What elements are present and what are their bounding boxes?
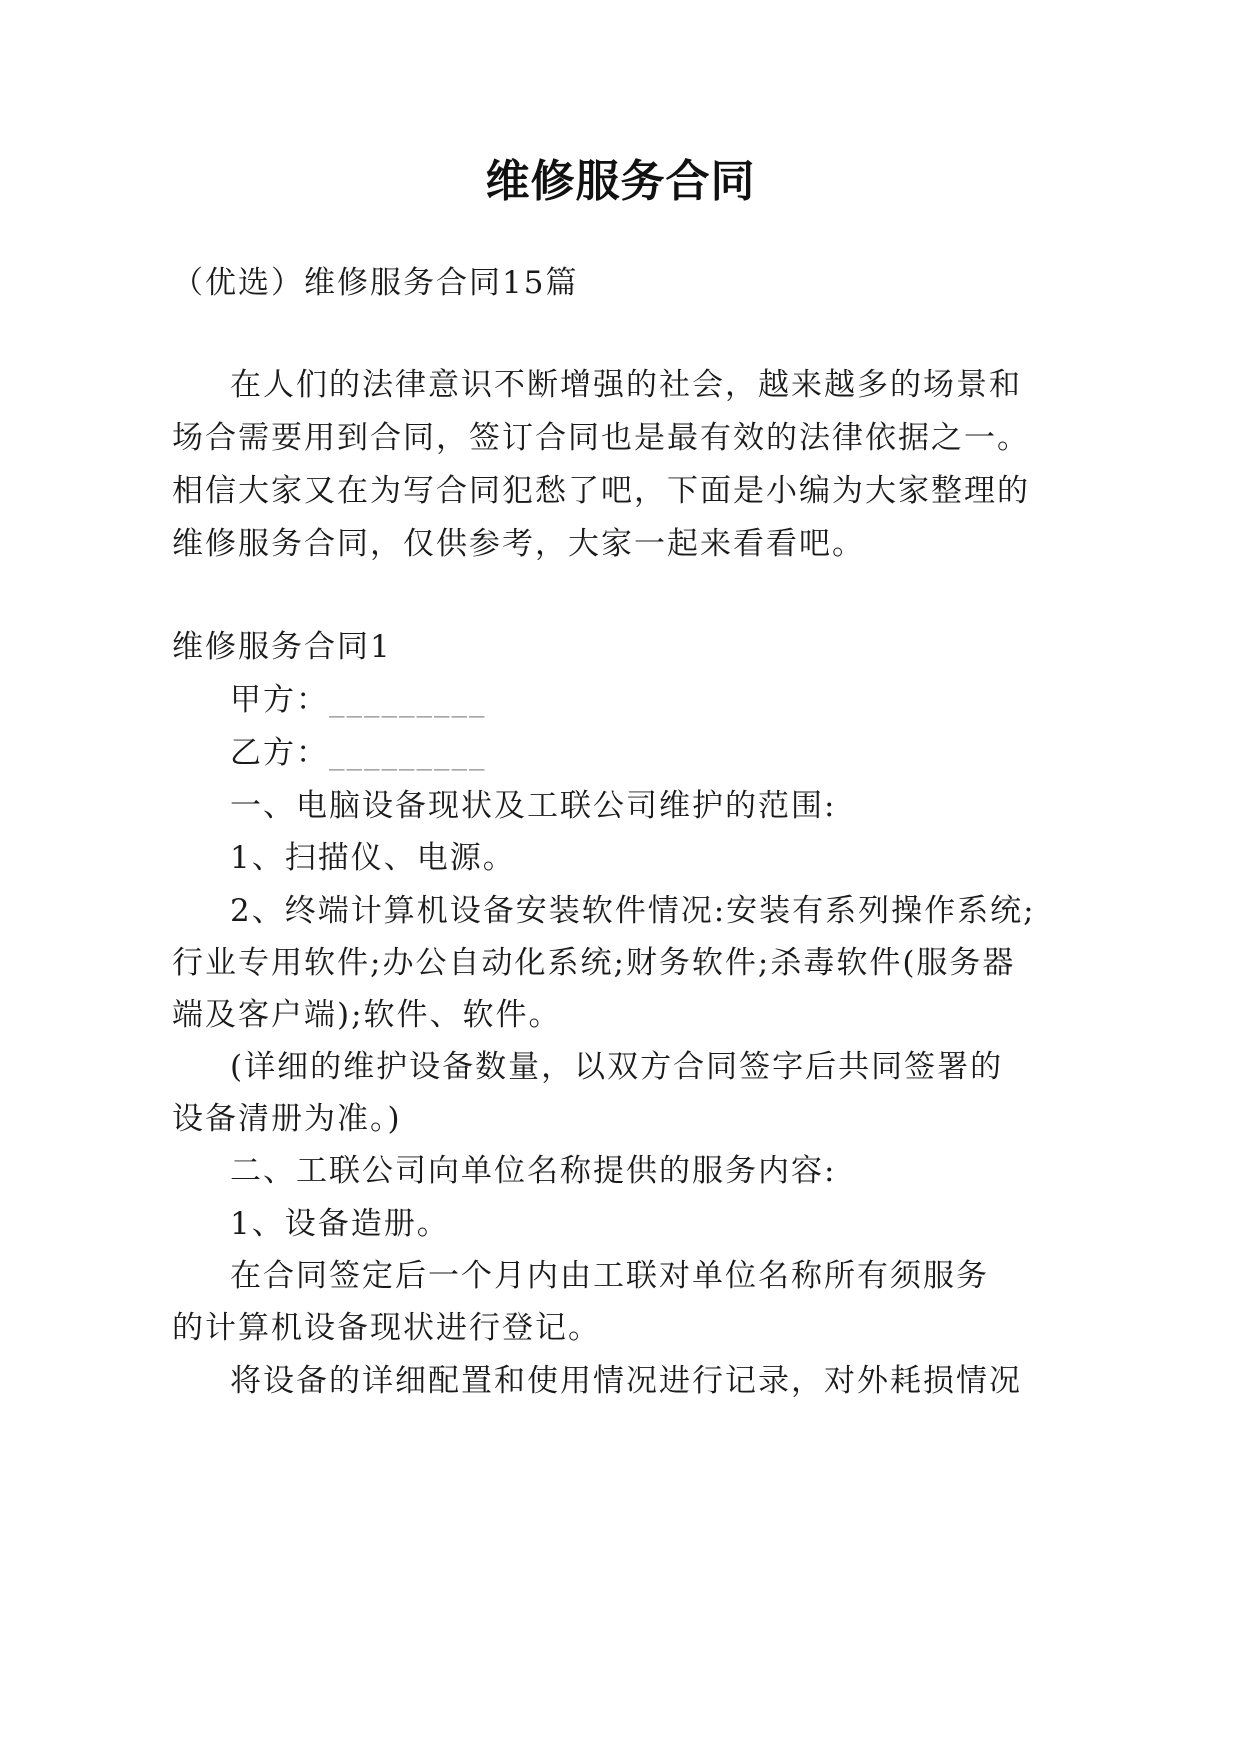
body-line-11: 的计算机设备现状进行登记。 [172,1310,601,1346]
party-a-blank: _________ [329,682,487,718]
body-line-10: 在合同签定后一个月内由工联对单位名称所有须服务 [230,1258,989,1294]
body-line-4: 行业专用软件;办公自动化系统;财务软件;杀毒软件(服务器 [172,945,1016,981]
document-subtitle: （优选）维修服务合同15篇 [172,265,579,301]
intro-line-4: 维修服务合同，仅供参考，大家一起来看看吧。 [172,526,865,562]
document-title: 维修服务合同 [485,156,756,207]
intro-line-1: 在人们的法律意识不断增强的社会，越来越多的场景和 [230,367,1022,403]
party-a-line [230,680,487,720]
body-line-9: 1、设备造册。 [230,1206,450,1242]
party-b-blank: _________ [329,735,487,771]
party-b-label: 乙方： [230,735,329,771]
body-line-7: 设备清册为准。) [172,1101,402,1137]
body-line-6: (详细的维护设备数量，以双方合同签字后共同签署的 [230,1049,1004,1085]
section-heading: 维修服务合同1 [172,629,392,665]
body-line-1: 一、电脑设备现状及工联公司维护的范围: [230,788,837,824]
body-line-3: 2、终端计算机设备安装软件情况:安装有系列操作系统; [230,893,1036,929]
party-b-line [230,733,487,773]
intro-line-2: 场合需要用到合同，签订合同也是最有效的法律依据之一。 [172,420,1030,456]
party-a-label: 甲方： [230,682,329,718]
body-line-12: 将设备的详细配置和使用情况进行记录，对外耗损情况 [230,1363,1022,1399]
intro-line-3: 相信大家又在为写合同犯愁了吧，下面是小编为大家整理的 [172,473,1030,509]
body-line-2: 1、扫描仪、电源。 [230,840,516,876]
body-line-8: 二、工联公司向单位名称提供的服务内容: [230,1153,837,1189]
body-line-5: 端及客户端);软件、软件。 [172,997,562,1033]
